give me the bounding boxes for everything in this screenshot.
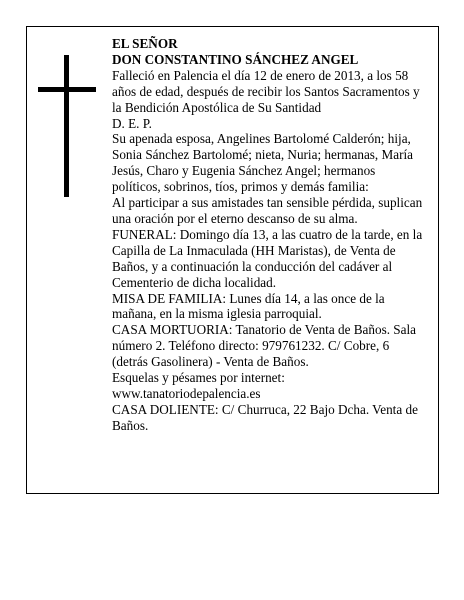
funeral-details: FUNERAL: Domingo día 13, a las cuatro de la tarde, en la Capilla de La Inmaculada (HH Maristas), de Venta de Baños, y a continuación la conducción del cadáver al Cementerio de dicha localidad. xyxy=(112,226,423,290)
prayer-request: Al participar a sus amistades tan sensible pérdida, suplican una oración por el eterno descanso de su alma. xyxy=(112,195,423,226)
latin-cross-icon xyxy=(38,55,96,197)
cross-vertical-bar xyxy=(64,55,69,197)
family-mourners: Su apenada esposa, Angelines Bartolomé Calderón; hija, Sonia Sánchez Bartolomé; nieta, Nuria; hermanas, María Jesús, Charo y Eugenia Sánchez Angel; hermanos políticos, sobrinos, tíos, primos y demás familia: xyxy=(112,131,414,195)
cross-horizontal-bar xyxy=(38,87,96,92)
obituary-text xyxy=(112,36,424,434)
mourning-house-address: CASA DOLIENTE: C/ Churruca, 22 Bajo Dcha. Venta de Baños. xyxy=(112,401,418,433)
deceased-name: DON CONSTANTINO SÁNCHEZ ANGEL xyxy=(112,51,359,67)
online-condolences-label: Esquelas y pésames por internet: xyxy=(112,370,285,386)
rest-in-peace: D. E. P. xyxy=(112,115,152,131)
death-announcement: Falleció en Palencia el día 12 de enero de 2013, a los 58 años de edad, después de recibir los Santos Sacramentos y la Bendición Apostólica de Su Santidad xyxy=(112,67,420,115)
funeral-home-details: CASA MORTUORIA: Tanatorio de Venta de Baños. Sala número 2. Teléfono directo: 979761232. C/ Cobre, 6 (detrás Gasolinera) - Venta de Baños. xyxy=(112,322,417,370)
condolences-website: www.tanatoriodepalencia.es xyxy=(112,385,261,401)
heading-title: EL SEÑOR xyxy=(112,36,178,51)
family-mass-details: MISA DE FAMILIA: Lunes día 14, a las once de la mañana, en la misma iglesia parroquial. xyxy=(112,290,385,322)
